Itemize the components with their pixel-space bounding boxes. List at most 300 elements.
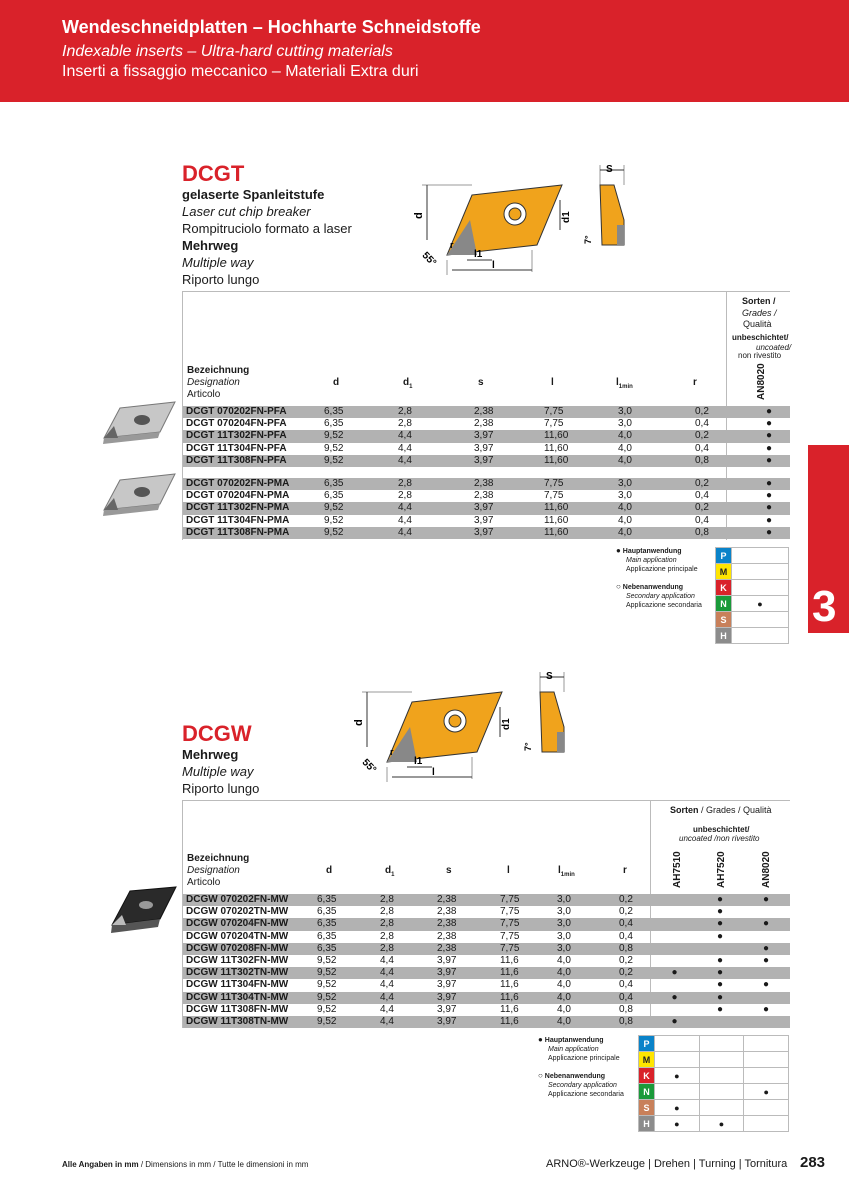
table-cell: 7,75 — [500, 918, 557, 930]
table-cell: 2,38 — [474, 490, 494, 502]
table-cell: 3,0 — [557, 894, 619, 906]
table-cell: 3,97 — [437, 1016, 500, 1028]
dcgw-insert-photo — [108, 885, 180, 937]
legend-sec-symbol: ○ — [616, 582, 621, 591]
table-cell: DCGT 11T302FN-PMA — [183, 502, 324, 514]
dcgt-grade-an8020: AN8020 — [756, 363, 767, 400]
table-cell: 9,52 — [324, 527, 398, 539]
table-row — [183, 455, 790, 467]
table-cell: 11,6 — [500, 979, 519, 991]
table-cell: 7,75 — [544, 418, 564, 430]
table-cell: 4,4 — [380, 992, 437, 1004]
table-cell: 4,4 — [398, 430, 474, 442]
material-group-cell: ● — [699, 1116, 744, 1132]
table-row — [183, 515, 790, 527]
table-row — [183, 979, 790, 991]
table-cell: 2,8 — [398, 406, 474, 418]
table-cell — [698, 1016, 742, 1028]
table-cell: 0,4 — [619, 992, 651, 1004]
material-group-cell — [732, 564, 789, 580]
table-cell: 4,0 — [618, 514, 632, 526]
table-cell: 6,35 — [317, 930, 337, 942]
table-cell: 0,4 — [695, 418, 709, 430]
table-cell: 11,6 — [500, 992, 557, 1004]
table-cell: DCGW 11T308TN-MW — [183, 1016, 317, 1028]
table-row — [183, 478, 790, 490]
table-cell: 4,0 — [618, 527, 695, 539]
table-cell: 3,0 — [557, 943, 619, 955]
table-cell: 3,0 — [557, 930, 571, 942]
legend-main-it: Applicazione principale — [626, 566, 698, 573]
table-cell — [651, 955, 698, 967]
table-cell: ● — [716, 930, 724, 942]
dcgt-col-d: d — [333, 377, 340, 388]
table-cell: DCGT 11T308FN-PMA — [183, 527, 324, 539]
table-cell: 4,4 — [398, 514, 412, 526]
dcgw-col-l: l — [507, 865, 510, 876]
table-cell: 7,75 — [544, 406, 618, 418]
table-cell — [742, 1016, 790, 1028]
table-cell: 0,8 — [695, 527, 748, 539]
table-cell: 3,0 — [618, 406, 695, 418]
table-cell: ● — [748, 478, 790, 490]
legend-main-symbol: ● — [538, 1035, 543, 1044]
dcgt-insert-photo-pfa — [100, 398, 180, 446]
table-cell: 4,4 — [398, 502, 474, 514]
table-cell: 0,2 — [695, 406, 748, 418]
dim-d: d — [353, 719, 365, 726]
table-cell — [742, 992, 790, 1004]
table-cell: 2,8 — [398, 478, 474, 490]
dcgt-col-l: l — [551, 377, 554, 388]
table-cell: ● — [742, 943, 790, 955]
material-group-cell — [744, 1052, 789, 1068]
material-group-row — [716, 612, 789, 628]
header-title-en: Indexable inserts – Ultra-hard cutting materials — [62, 43, 393, 60]
table-cell — [651, 931, 698, 943]
material-group-label: K — [639, 1068, 655, 1084]
table-cell: 11,60 — [544, 430, 618, 442]
table-row — [183, 943, 790, 955]
dim-d1: d1 — [501, 718, 512, 730]
table-cell: 9,52 — [317, 955, 337, 967]
table-cell: 6,35 — [317, 943, 380, 955]
table-cell: 4,0 — [557, 979, 571, 991]
dcgt-grades-title: Sorten / — [742, 296, 776, 306]
dim-s: S — [606, 164, 613, 175]
table-row — [183, 955, 790, 967]
table-cell: 7,75 — [500, 930, 520, 942]
material-group-cell — [699, 1100, 744, 1116]
dcgt-title-block — [182, 162, 352, 288]
table-cell: 4,4 — [380, 967, 437, 979]
material-group-cell — [732, 628, 789, 644]
table-cell — [742, 931, 790, 943]
legend-sec-it: Applicazione secondaria — [626, 602, 702, 609]
material-group-cell — [655, 1052, 700, 1068]
dcgt-code: DCGT — [182, 161, 245, 186]
material-group-cell — [655, 1036, 700, 1052]
table-cell: 0,4 — [619, 918, 651, 930]
table-cell: 0,2 — [619, 894, 651, 906]
table-cell: 3,97 — [474, 442, 494, 454]
table-cell: 2,38 — [437, 906, 457, 918]
dcgt-uncoated-en: uncoated/ — [756, 343, 792, 352]
table-cell: 9,52 — [324, 455, 398, 467]
header-title-de: Wendeschneidplatten – Hochharte Schneidstoffe — [62, 17, 481, 37]
legend-main-it: Applicazione principale — [548, 1055, 620, 1062]
table-row — [183, 527, 790, 539]
table-cell: 9,52 — [324, 502, 398, 514]
material-group-label: N — [639, 1084, 655, 1100]
table-cell: DCGT 070204FN-PFA — [186, 418, 287, 430]
page-header — [0, 0, 849, 102]
table-cell: 11,6 — [500, 955, 519, 967]
dcgt-desc2-de: Mehrweg — [182, 238, 239, 253]
dcgw-grades-header: Sorten / Grades / Qualità — [670, 805, 772, 815]
table-cell: 4,0 — [618, 442, 632, 454]
material-group-label: M — [639, 1052, 655, 1068]
table-cell: 9,52 — [317, 992, 380, 1004]
dim-r: r — [450, 240, 454, 250]
table-cell: ● — [765, 514, 773, 526]
table-cell: 11,60 — [544, 442, 569, 454]
table-cell — [698, 943, 742, 955]
table-cell: 7,75 — [544, 478, 618, 490]
dcgw-desc-en: Multiple way — [182, 764, 254, 779]
table-cell — [742, 967, 790, 979]
table-cell: 4,4 — [380, 1003, 394, 1015]
dcgw-desc-de: Mehrweg — [182, 747, 239, 762]
table-cell: DCGT 11T308FN-PFA — [183, 455, 324, 467]
material-group-label: H — [639, 1116, 655, 1132]
table-cell: 11,6 — [500, 1016, 557, 1028]
table-cell: 11,6 — [500, 967, 557, 979]
dcgt-legend — [616, 546, 702, 610]
table-cell: DCGW 11T302FN-MW — [186, 955, 289, 967]
legend-main-en: Main application — [548, 1046, 599, 1053]
table-cell: ● — [748, 527, 790, 539]
legend-main-de: Hauptanwendung — [544, 1037, 604, 1044]
material-group-cell: ● — [732, 596, 789, 612]
table-cell: 2,38 — [474, 418, 494, 430]
table-cell: ● — [765, 442, 773, 454]
table-cell: ● — [748, 502, 790, 514]
material-group-label: S — [639, 1100, 655, 1116]
material-group-cell: ● — [655, 1068, 700, 1084]
footer-right: ARNO®-Werkzeuge | Drehen | Turning | Tornitura — [546, 1158, 788, 1170]
material-group-cell: ● — [744, 1084, 789, 1100]
table-row — [183, 1016, 790, 1028]
material-group-cell — [732, 580, 789, 596]
table-cell: 4,0 — [557, 955, 571, 967]
dcgw-code: DCGW — [182, 721, 252, 746]
dcgw-table — [183, 894, 790, 1028]
chapter-tab[interactable] — [808, 445, 849, 633]
table-cell — [651, 918, 698, 930]
dcgt-desc-de: gelaserte Spanleitstufe — [182, 187, 325, 202]
table-cell: 2,8 — [398, 418, 412, 430]
table-cell: 11,60 — [544, 514, 569, 526]
legend-sec-en: Secondary application — [626, 593, 695, 600]
table-cell: DCGW 070204FN-MW — [183, 918, 317, 930]
material-group-row — [716, 548, 789, 564]
table-cell: 9,52 — [317, 967, 380, 979]
chapter-number: 3 — [812, 582, 837, 631]
table-cell: ● — [651, 1016, 698, 1028]
table-cell: 3,97 — [437, 979, 457, 991]
table-cell: ● — [742, 918, 790, 930]
table-cell: 2,38 — [437, 943, 500, 955]
table-cell: 2,38 — [474, 406, 544, 418]
table-cell: 4,4 — [398, 455, 474, 467]
legend-main-de: Hauptanwendung — [622, 548, 682, 555]
table-cell: 2,38 — [437, 930, 457, 942]
material-group-row — [639, 1036, 789, 1052]
dcgw-col-s: s — [446, 865, 452, 876]
table-cell: 11,6 — [500, 1003, 519, 1015]
table-cell: ● — [762, 955, 770, 967]
dcgt-insert-photo-pma — [100, 470, 180, 518]
table-cell: DCGT 070204FN-PMA — [186, 490, 290, 502]
dcgt-uncoated-de: unbeschichtet/ — [732, 333, 789, 342]
table-cell: 9,52 — [317, 1003, 337, 1015]
table-cell: 4,0 — [557, 1016, 619, 1028]
table-cell: 0,2 — [619, 955, 633, 967]
material-group-cell — [699, 1084, 744, 1100]
table-cell: 0,4 — [619, 930, 633, 942]
dcgw-uncoated-de: unbeschichtet/ — [693, 825, 750, 834]
table-cell: 3,97 — [437, 967, 500, 979]
material-group-row — [639, 1116, 789, 1132]
table-cell: 2,8 — [398, 490, 412, 502]
table-cell: 4,4 — [380, 955, 394, 967]
table-cell: 0,4 — [695, 490, 709, 502]
material-group-row — [639, 1084, 789, 1100]
dcgw-col-l1min: $l_{1min}$ — [558, 865, 575, 878]
dcgt-col-l1min: $l_{1min}$ — [616, 377, 633, 390]
material-group-label: P — [716, 548, 732, 564]
dim-55: 55° — [419, 250, 439, 269]
dcgt-desc2-en: Multiple way — [182, 255, 254, 270]
dim-l1: l1 — [414, 756, 423, 767]
material-group-cell — [699, 1052, 744, 1068]
dcgt-col-s: s — [478, 377, 484, 388]
material-group-cell — [744, 1116, 789, 1132]
material-group-cell — [744, 1068, 789, 1084]
table-cell: 4,4 — [398, 442, 412, 454]
table-cell: ● — [748, 455, 790, 467]
table-cell: 0,4 — [695, 514, 709, 526]
dim-d1: d1 — [561, 211, 572, 223]
table-cell: 6,35 — [324, 406, 398, 418]
dcgt-insert-drawing — [412, 160, 642, 285]
table-cell: ● — [651, 967, 698, 979]
table-cell: 2,38 — [437, 894, 500, 906]
table-cell: 4,0 — [618, 430, 695, 442]
table-cell: 2,8 — [380, 918, 437, 930]
table-cell: DCGW 070204TN-MW — [186, 930, 289, 942]
material-group-cell — [744, 1036, 789, 1052]
dim-7: 7° — [583, 235, 593, 244]
legend-sec-en: Secondary application — [548, 1082, 617, 1089]
dcgt-pfa-table — [183, 406, 790, 467]
material-group-label: N — [716, 596, 732, 612]
table-row — [183, 430, 790, 442]
dim-7: 7° — [523, 742, 533, 751]
dim-d: d — [413, 212, 425, 219]
table-cell: 7,75 — [544, 490, 564, 502]
table-cell: 0,8 — [695, 455, 748, 467]
table-cell: 2,8 — [380, 930, 394, 942]
table-cell: 9,52 — [324, 514, 344, 526]
page-number: 283 — [800, 1154, 826, 1171]
table-cell: 2,8 — [380, 894, 437, 906]
table-cell: 9,52 — [317, 1016, 380, 1028]
table-cell — [651, 979, 698, 991]
table-cell: DCGW 11T304TN-MW — [183, 992, 317, 1004]
material-group-cell: ● — [655, 1116, 700, 1132]
table-cell: ● — [762, 1003, 770, 1015]
dim-r: r — [390, 747, 394, 757]
dim-l: l — [432, 767, 435, 778]
table-row — [183, 418, 790, 430]
dcgw-grade-an8020: AN8020 — [761, 851, 772, 888]
legend-main-symbol: ● — [616, 546, 621, 555]
table-cell: 0,2 — [695, 502, 748, 514]
table-cell: ● — [698, 992, 742, 1004]
footer-left: Alle Angaben in mm / Dimensions in mm / Tutte le dimensioni in mm — [62, 1160, 309, 1169]
table-row — [183, 490, 790, 502]
table-cell: ● — [748, 406, 790, 418]
table-cell: ● — [765, 418, 773, 430]
dcgw-col-r: r — [623, 865, 627, 876]
table-cell: 6,35 — [317, 906, 337, 918]
material-group-cell — [699, 1068, 744, 1084]
table-cell: DCGW 11T302TN-MW — [183, 967, 317, 979]
material-group-row — [639, 1052, 789, 1068]
table-cell: DCGT 11T304FN-PFA — [186, 442, 287, 454]
table-cell: 9,52 — [324, 442, 344, 454]
table-cell: ● — [716, 955, 724, 967]
table-cell: 4,0 — [557, 967, 619, 979]
table-cell: 7,75 — [500, 943, 557, 955]
table-cell: 6,35 — [317, 894, 380, 906]
table-cell: 3,97 — [437, 1003, 457, 1015]
dcgw-col-d: d — [326, 865, 333, 876]
table-cell — [651, 894, 698, 906]
dcgt-desc2-it: Riporto lungo — [182, 272, 260, 287]
table-cell — [651, 1004, 698, 1016]
dcgt-grades-it: Qualità — [743, 319, 772, 329]
table-cell: 4,0 — [618, 502, 695, 514]
table-cell: 0,2 — [695, 478, 748, 490]
dim-l: l — [492, 260, 495, 271]
table-cell: 4,0 — [557, 1003, 571, 1015]
material-group-label: H — [716, 628, 732, 644]
legend-sec-de: Nebenanwendung — [622, 584, 684, 591]
table-cell: 0,8 — [619, 1016, 651, 1028]
table-cell: 0,8 — [619, 943, 651, 955]
table-cell: ● — [716, 906, 724, 918]
dcgt-grades-en: Grades / — [742, 308, 777, 318]
table-cell: 11,60 — [544, 455, 618, 467]
table-cell: 6,35 — [324, 478, 398, 490]
table-cell: 9,52 — [317, 979, 337, 991]
table-cell: ● — [762, 979, 770, 991]
table-cell: DCGT 11T302FN-PFA — [183, 430, 324, 442]
table-cell: ● — [742, 894, 790, 906]
table-cell: ● — [716, 1003, 724, 1015]
table-cell: 11,60 — [544, 527, 618, 539]
material-group-row — [716, 596, 789, 612]
material-group-cell: ● — [655, 1100, 700, 1116]
material-group-cell — [732, 612, 789, 628]
legend-main-en: Main application — [626, 557, 677, 564]
table-cell: DCGW 070208FN-MW — [183, 943, 317, 955]
table-cell: DCGW 11T308FN-MW — [186, 1003, 289, 1015]
table-row — [183, 443, 790, 455]
table-row — [183, 967, 790, 979]
table-cell: 3,97 — [474, 514, 494, 526]
dcgt-designation-de: Bezeichnung — [187, 365, 250, 376]
table-cell: 2,38 — [437, 918, 500, 930]
dcgt-uncoated-it: non rivestito — [738, 351, 782, 360]
table-cell: 0,2 — [619, 967, 651, 979]
table-cell: 3,97 — [474, 455, 544, 467]
table-cell: 2,8 — [380, 943, 437, 955]
dcgw-grade-ah7520: AH7520 — [716, 851, 727, 888]
table-cell: 6,35 — [324, 418, 344, 430]
table-row — [183, 406, 790, 418]
table-cell: 7,75 — [500, 906, 520, 918]
table-cell: ● — [716, 979, 724, 991]
legend-sec-de: Nebenanwendung — [544, 1073, 606, 1080]
table-cell: 6,35 — [317, 918, 380, 930]
table-cell: 3,97 — [474, 502, 544, 514]
table-row — [183, 502, 790, 514]
dcgw-designation-de: Bezeichnung — [187, 853, 250, 864]
table-cell: 3,0 — [557, 906, 571, 918]
table-row — [183, 931, 790, 943]
table-cell: 3,97 — [437, 955, 457, 967]
table-cell: 0,4 — [695, 442, 709, 454]
material-group-label: S — [716, 612, 732, 628]
table-cell: 3,97 — [474, 430, 544, 442]
dcgw-designation-it: Articolo — [187, 877, 221, 888]
table-cell: 9,52 — [324, 430, 398, 442]
table-cell: 4,0 — [557, 992, 619, 1004]
dcgw-grade-ah7510: AH7510 — [672, 851, 683, 888]
table-cell — [651, 906, 698, 918]
table-cell: 0,4 — [619, 979, 633, 991]
table-cell: DCGW 070202TN-MW — [186, 906, 289, 918]
material-group-label: M — [716, 564, 732, 580]
table-cell: ● — [698, 894, 742, 906]
table-cell — [742, 906, 790, 918]
material-group-label: P — [639, 1036, 655, 1052]
material-group-row — [639, 1100, 789, 1116]
dcgt-designation-it: Articolo — [187, 389, 221, 400]
table-cell: DCGW 11T304FN-MW — [186, 979, 289, 991]
table-cell: DCGT 11T304FN-PMA — [186, 514, 290, 526]
dcgt-col-r: r — [693, 377, 697, 388]
table-cell: DCGT 070202FN-PMA — [183, 478, 324, 490]
material-group-label: K — [716, 580, 732, 596]
table-cell: 2,8 — [380, 906, 394, 918]
dcgw-title-block — [182, 722, 259, 797]
dcgt-material-group-table — [715, 547, 789, 644]
